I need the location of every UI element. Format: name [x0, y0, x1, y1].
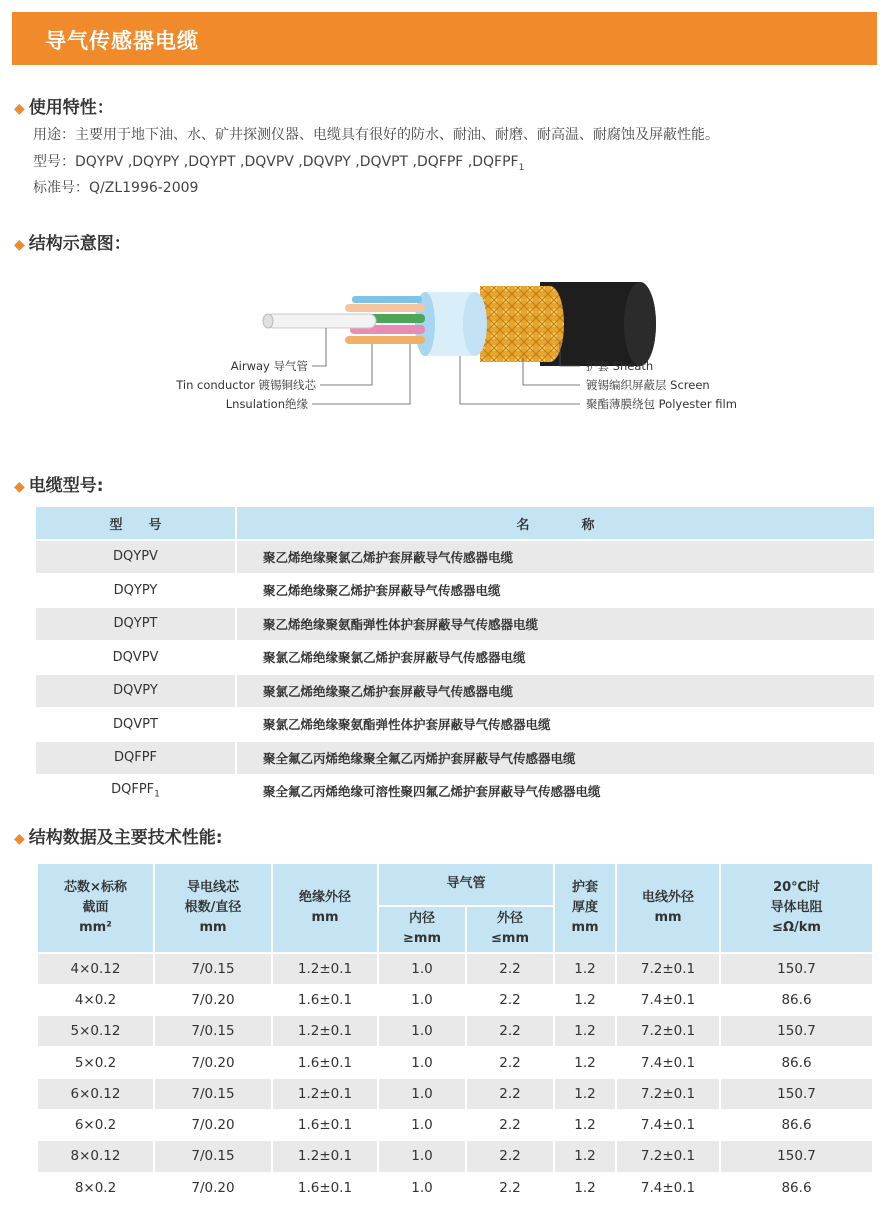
table-row: [36, 607, 874, 641]
name-cell: 聚乙烯绝缘聚乙烯护套屏蔽导气传感器电缆: [236, 574, 874, 608]
inner-diameter-cell: 1.0: [378, 1141, 466, 1172]
table-row: [37, 1047, 873, 1078]
sheath-cell: 1.2: [554, 1047, 616, 1078]
name-cell: 聚全氟乙丙烯绝缘可溶性聚四氟乙烯护套屏蔽导气传感器电缆: [236, 775, 874, 809]
name-cell: 聚乙烯绝缘聚氯乙烯护套屏蔽导气传感器电缆: [236, 540, 874, 574]
sheath-cell: 1.2: [554, 1016, 616, 1047]
cable-diameter-cell: 7.4±0.1: [616, 1047, 720, 1078]
sheath-cell: 1.2: [554, 984, 616, 1015]
conductor-cell: 7/0.15: [154, 953, 272, 984]
resistance-cell: 86.6: [720, 1109, 873, 1140]
model-cell: DQYPV: [36, 540, 236, 574]
sheath-cell: 1.2: [554, 1141, 616, 1172]
col-header-resistance: 20℃时 导体电阻 ≤Ω/km: [720, 863, 873, 953]
cores-cell: 5×0.12: [37, 1016, 154, 1047]
col-header-cores: 芯数×标称 截面 mm²: [37, 863, 154, 953]
cores-cell: 4×0.2: [37, 984, 154, 1015]
conductor-cell: 7/0.15: [154, 1141, 272, 1172]
outer-diameter-cell: 2.2: [466, 1016, 554, 1047]
section-models-heading: ◆ 电缆型号:: [14, 476, 104, 496]
cores-cell: 6×0.12: [37, 1078, 154, 1109]
standard-text: 标准号：Q/ZL1996-2009: [33, 180, 199, 196]
table-row: [36, 540, 874, 574]
name-cell: 聚氯乙烯绝缘聚乙烯护套屏蔽导气传感器电缆: [236, 674, 874, 708]
insulation-cell: 1.2±0.1: [272, 1141, 378, 1172]
table-row: [37, 1109, 873, 1140]
conductor-cell: 7/0.15: [154, 1078, 272, 1109]
cable-diameter-cell: 7.2±0.1: [616, 1141, 720, 1172]
airway-tube: [266, 314, 376, 328]
outer-diameter-cell: 2.2: [466, 1172, 554, 1203]
col-header-inner-diameter: 内径 ≥mm: [378, 906, 466, 953]
model-cell: DQYPT: [36, 607, 236, 641]
outer-diameter-cell: 2.2: [466, 984, 554, 1015]
col-header-outer-diameter: 外径 ≤mm: [466, 906, 554, 953]
col-header-cable-diameter: 电线外径 mm: [616, 863, 720, 953]
col-header-sheath: 护套 厚度 mm: [554, 863, 616, 953]
inner-diameter-cell: 1.0: [378, 1078, 466, 1109]
diamond-bullet-icon: ◆: [14, 479, 25, 495]
label-sheath: 护套 Sheath: [586, 359, 654, 373]
diamond-bullet-icon: ◆: [14, 237, 25, 253]
insulation-cell: 1.2±0.1: [272, 1078, 378, 1109]
model-cell: DQVPV: [36, 641, 236, 675]
outer-diameter-cell: 2.2: [466, 1078, 554, 1109]
cores-cell: 8×0.12: [37, 1141, 154, 1172]
model-cell: DQYPY: [36, 574, 236, 608]
conductor-wires: [345, 304, 425, 312]
resistance-cell: 150.7: [720, 1016, 873, 1047]
conductor-cell: 7/0.15: [154, 1016, 272, 1047]
model-list-text: 型号：DQYPV ,DQYPY ,DQYPT ,DQVPV ,DQVPY ,DQVPT ,DQFPF $,DQFPF_1$: [33, 154, 525, 173]
col-header-conductor: 导电线芯 根数/直径 mm: [154, 863, 272, 953]
page-header: [12, 12, 877, 65]
inner-diameter-cell: 1.0: [378, 953, 466, 984]
model-table: [36, 507, 874, 809]
section-structure-heading: ◆ 结构示意图：: [14, 234, 131, 254]
cable-diameter-cell: 7.2±0.1: [616, 1078, 720, 1109]
section-usage-heading: ◆ 使用特性：: [14, 98, 114, 118]
model-cell: DQVPT: [36, 708, 236, 742]
model-cell: DQVPY: [36, 674, 236, 708]
cores-cell: 8×0.2: [37, 1172, 154, 1203]
inner-diameter-cell: 1.0: [378, 1109, 466, 1140]
table-row: [36, 574, 874, 608]
resistance-cell: 86.6: [720, 1047, 873, 1078]
col-header-model: 型 号: [36, 507, 236, 540]
conductor-cell: 7/0.20: [154, 1109, 272, 1140]
model-table-header: [36, 507, 874, 540]
model-cell: DQFPF: [36, 741, 236, 775]
name-cell: 聚氯乙烯绝缘聚氯乙烯护套屏蔽导气传感器电缆: [236, 641, 874, 675]
name-cell: 聚乙烯绝缘聚氨酯弹性体护套屏蔽导气传感器电缆: [236, 607, 874, 641]
insulation-cell: 1.6±0.1: [272, 1047, 378, 1078]
table-row: [36, 674, 874, 708]
resistance-cell: 150.7: [720, 1141, 873, 1172]
sheath-cell: 1.2: [554, 1109, 616, 1140]
resistance-cell: 86.6: [720, 984, 873, 1015]
outer-diameter-cell: 2.2: [466, 953, 554, 984]
usage-text: 用途：主要用于地下油、水、矿井探测仪器、电缆具有很好的防水、耐油、耐磨、耐高温、耐腐蚀及屏蔽性能。: [33, 127, 719, 143]
table-row: [37, 1172, 873, 1203]
label-insulation: Lnsulation绝缘: [225, 397, 308, 411]
outer-diameter-cell: 2.2: [466, 1047, 554, 1078]
cable-diameter-cell: 7.4±0.1: [616, 1109, 720, 1140]
cores-cell: 5×0.2: [37, 1047, 154, 1078]
col-header-airway: 导气管: [378, 863, 554, 906]
name-cell: 聚全氟乙丙烯绝缘聚全氟乙丙烯护套屏蔽导气传感器电缆: [236, 741, 874, 775]
insulation-cell: 1.6±0.1: [272, 1109, 378, 1140]
resistance-cell: 150.7: [720, 953, 873, 984]
conductor-cell: 7/0.20: [154, 1047, 272, 1078]
insulation-cell: 1.6±0.1: [272, 984, 378, 1015]
outer-diameter-cell: 2.2: [466, 1141, 554, 1172]
label-screen: 镀锡编织屏蔽层 Screen: [586, 378, 710, 392]
table-row: [37, 984, 873, 1015]
cable-diameter-cell: 7.2±0.1: [616, 1016, 720, 1047]
name-cell: 聚氯乙烯绝缘聚氨酯弹性体护套屏蔽导气传感器电缆: [236, 708, 874, 742]
table-row: [36, 775, 874, 809]
table-row: [37, 1016, 873, 1047]
cable-diameter-cell: 7.2±0.1: [616, 953, 720, 984]
sheath-cell: 1.2: [554, 1078, 616, 1109]
table-row: [37, 1141, 873, 1172]
inner-diameter-cell: 1.0: [378, 1172, 466, 1203]
label-polyester-film: 聚酯薄膜绕包 Polyester film: [586, 397, 737, 411]
inner-diameter-cell: 1.0: [378, 1047, 466, 1078]
col-header-name: 名 称: [236, 507, 874, 540]
sheath-cell: 1.2: [554, 953, 616, 984]
outer-diameter-cell: 2.2: [466, 1109, 554, 1140]
resistance-cell: 86.6: [720, 1172, 873, 1203]
table-row: [36, 741, 874, 775]
insulation-cell: 1.2±0.1: [272, 953, 378, 984]
cable-structure-diagram: [140, 270, 800, 430]
resistance-cell: 150.7: [720, 1078, 873, 1109]
spec-table: [36, 862, 874, 1204]
conductor-cell: 7/0.20: [154, 984, 272, 1015]
insulation-cell: 1.6±0.1: [272, 1172, 378, 1203]
cores-cell: 4×0.12: [37, 953, 154, 984]
cores-cell: 6×0.2: [37, 1109, 154, 1140]
label-tin-conductor: Tin conductor 镀锡铜线芯: [176, 378, 316, 392]
cable-diameter-cell: 7.4±0.1: [616, 1172, 720, 1203]
section-specs-heading: ◆ 结构数据及主要技术性能:: [14, 828, 223, 848]
diamond-bullet-icon: ◆: [14, 831, 25, 847]
col-header-insulation: 绝缘外径 mm: [272, 863, 378, 953]
insulation-cell: 1.2±0.1: [272, 1016, 378, 1047]
table-row: [36, 708, 874, 742]
sheath-cell: 1.2: [554, 1172, 616, 1203]
table-row: [36, 641, 874, 675]
label-airway: Airway 导气管: [230, 359, 308, 373]
diamond-bullet-icon: ◆: [14, 101, 25, 117]
table-row: [37, 953, 873, 984]
model-cell: $DQFPF_1$: [36, 775, 236, 809]
inner-diameter-cell: 1.0: [378, 1016, 466, 1047]
table-row: [37, 1078, 873, 1109]
conductor-cell: 7/0.20: [154, 1172, 272, 1203]
inner-diameter-cell: 1.0: [378, 984, 466, 1015]
page-title: 导气传感器电缆: [45, 29, 199, 53]
cable-diameter-cell: 7.4±0.1: [616, 984, 720, 1015]
